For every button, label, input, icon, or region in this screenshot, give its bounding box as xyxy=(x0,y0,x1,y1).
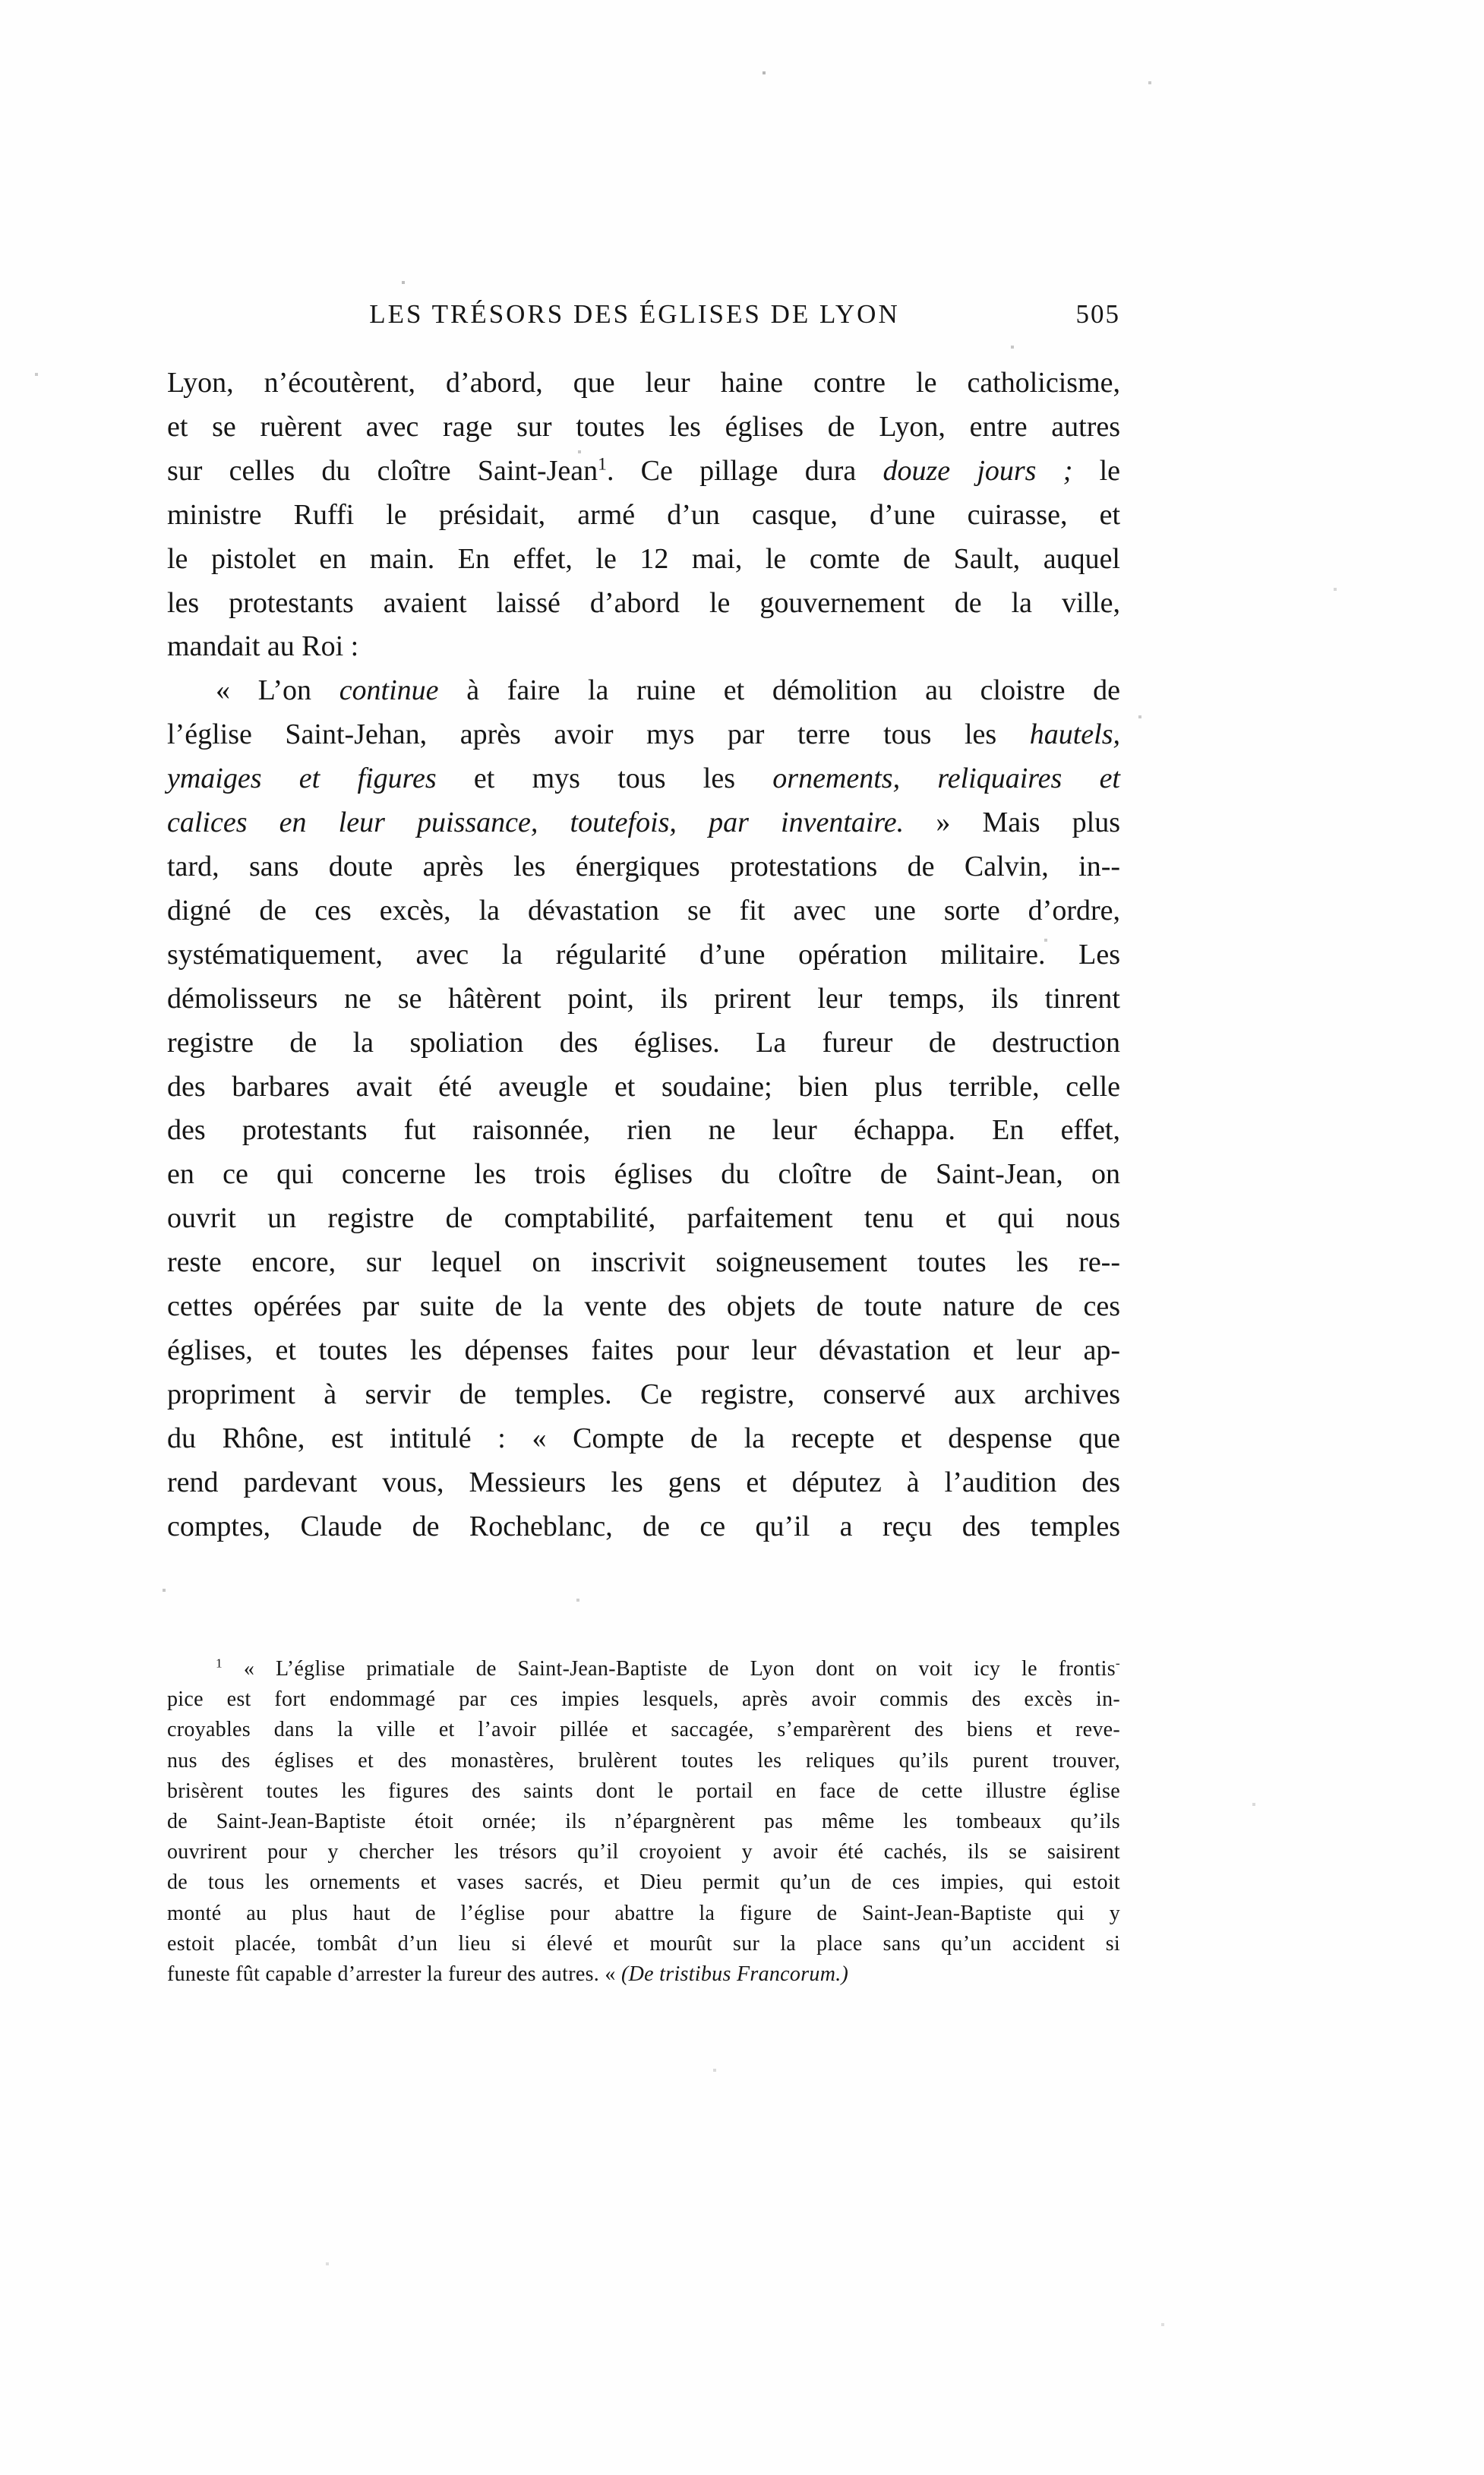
text-line xyxy=(167,801,1120,845)
text-segment: et se ruèrent avec rage sur toutes les églises de Lyon, entre autres xyxy=(167,410,1120,443)
text-segment: digné de ces excès, la dévastation se fit avec une sorte d’ordre, xyxy=(167,894,1120,927)
text-segment: douze jours ; xyxy=(883,454,1073,487)
text-segment: du Rhône, est intitulé : « Compte de la recepte et despense que xyxy=(167,1422,1120,1454)
text-line xyxy=(167,1684,1120,1715)
text-line xyxy=(167,977,1120,1021)
text-segment: le pistolet en main. En effet, le 12 mai, le comte de Sault, auquel xyxy=(167,542,1120,575)
text-segment: ministre Ruffi le présidait, armé d’un casque, d’une cuirasse, et xyxy=(167,498,1120,531)
text-line xyxy=(167,1899,1120,1929)
text-segment: mandait au Roi : xyxy=(167,630,359,663)
footnote-reference: - xyxy=(1115,1656,1120,1671)
text-line xyxy=(167,1461,1120,1505)
text-line xyxy=(167,1776,1120,1807)
text-segment: de Saint-Jean-Baptiste étoit ornée; ils n’épargnèrent pas même les tombeaux qu’ils xyxy=(167,1810,1120,1834)
text-segment: pice est fort endommagé par ces impies lesquels, après avoir commis des excès in- xyxy=(167,1687,1120,1712)
text-line xyxy=(167,1417,1120,1461)
text-line xyxy=(167,538,1120,582)
text-segment: ymaiges et figures xyxy=(167,762,437,795)
text-line xyxy=(167,1065,1120,1110)
text-line xyxy=(167,1329,1120,1373)
text-line xyxy=(167,1197,1120,1241)
text-line xyxy=(167,1715,1120,1745)
text-segment: reste encore, sur lequel on inscrivit soigneusement toutes les re-- xyxy=(167,1246,1120,1279)
text-segment: » Mais plus xyxy=(904,807,1120,839)
text-segment: le xyxy=(1072,454,1121,487)
text-segment: et mys tous les xyxy=(436,762,773,795)
text-line xyxy=(167,1807,1120,1837)
text-line xyxy=(167,406,1120,450)
text-line xyxy=(167,933,1120,977)
text-segment: brisèrent toutes les figures des saints dont le portail en face de cette illustre église xyxy=(167,1779,1120,1803)
text-segment: (De tristibus Francorum.) xyxy=(621,1962,849,1987)
text-segment: l’église Saint-Jehan, après avoir mys par terre tous les xyxy=(167,718,1030,751)
text-segment: hautels, xyxy=(1029,718,1120,751)
text-segment: à faire la ruine et démolition au cloistre de xyxy=(438,674,1121,707)
running-header xyxy=(167,299,1120,334)
page-title: LES TRÉSORS DES ÉGLISES DE LYON xyxy=(369,299,900,329)
text-line xyxy=(167,1867,1120,1898)
text-segment: ornements, reliquaires et xyxy=(772,762,1120,795)
text-line xyxy=(167,889,1120,933)
text-line xyxy=(167,1654,1120,1684)
footnote-reference: 1 xyxy=(216,1656,223,1671)
text-line xyxy=(167,1837,1120,1867)
text-line xyxy=(167,1285,1120,1329)
text-segment: funeste fût capable d’arrester la fureur des autres. « xyxy=(167,1962,621,1987)
text-segment: estoit placée, tombât d’un lieu si élevé et mourût sur la place sans qu’un accident si xyxy=(167,1931,1120,1956)
text-line xyxy=(167,1109,1120,1153)
text-line xyxy=(167,450,1120,494)
text-segment: tard, sans doute après les énergiques protestations de Calvin, in-- xyxy=(167,850,1120,882)
text-line xyxy=(167,757,1120,801)
text-segment: sur celles du cloître Saint-Jean xyxy=(167,454,598,487)
text-line xyxy=(167,625,1120,669)
text-segment: les protestants avaient laissé d’abord le gouvernement de la ville, xyxy=(167,586,1120,619)
text-segment: continue xyxy=(339,674,439,707)
page-number: 505 xyxy=(1075,299,1120,329)
text-segment: de tous les ornements et vases sacrés, et Dieu permit qu’un de ces impies, qui estoit xyxy=(167,1870,1120,1895)
text-segment: Lyon, n’écoutèrent, d’abord, que leur haine contre le catholicisme, xyxy=(167,367,1120,399)
text-segment: propriment à servir de temples. Ce registre, conservé aux archives xyxy=(167,1378,1120,1410)
text-segment: nus des églises et des monastères, brulèrent toutes les reliques qu’ils purent trouver, xyxy=(167,1748,1120,1773)
footnote-block xyxy=(167,1654,1120,1990)
footnote-reference: 1 xyxy=(598,454,607,475)
text-line xyxy=(167,1153,1120,1197)
text-segment: . Ce pillage dura xyxy=(606,454,883,487)
text-line xyxy=(167,669,1120,713)
text-line xyxy=(167,845,1120,889)
text-segment: systématiquement, avec la régularité d’une opération militaire. Les xyxy=(167,938,1120,971)
text-line xyxy=(167,494,1120,538)
text-segment: monté au plus haut de l’église pour abattre la figure de Saint-Jean-Baptiste qui y xyxy=(167,1901,1120,1925)
text-segment: comptes, Claude de Rocheblanc, de ce qu’il a reçu des temples xyxy=(167,1510,1120,1542)
text-segment: démolisseurs ne se hâtèrent point, ils prirent leur temps, ils tinrent xyxy=(167,982,1120,1015)
text-segment: croyables dans la ville et l’avoir pillée et saccagée, s’emparèrent des biens et reve- xyxy=(167,1718,1120,1742)
text-segment: églises, et toutes les dépenses faites pour leur dévastation et leur ap- xyxy=(167,1334,1120,1366)
text-line xyxy=(167,1929,1120,1959)
text-segment: ouvrirent pour y chercher les trésors qu’il croyoient y avoir été cachés, ils se saisirent xyxy=(167,1840,1120,1864)
scan-specks xyxy=(0,0,2,2)
text-line xyxy=(167,1373,1120,1417)
text-line xyxy=(167,1241,1120,1285)
text-segment: ouvrit un registre de comptabilité, parfaitement tenu et qui nous xyxy=(167,1202,1120,1235)
text-segment: rend pardevant vous, Messieurs les gens et députez à l’audition des xyxy=(167,1466,1120,1498)
text-segment: calices en leur puissance, toutefois, par inventaire. xyxy=(167,807,905,839)
text-segment: en ce qui concerne les trois églises du cloître de Saint-Jean, on xyxy=(167,1158,1120,1191)
main-text-block xyxy=(167,361,1120,1548)
text-segment: « L’église primatiale de Saint-Jean-Baptiste de Lyon dont on voit icy le frontis xyxy=(222,1657,1116,1681)
text-line xyxy=(167,1746,1120,1776)
text-segment: des protestants fut raisonnée, rien ne leur échappa. En effet, xyxy=(167,1114,1120,1147)
text-line xyxy=(167,1021,1120,1065)
text-line xyxy=(167,1505,1120,1549)
text-segment: « L’on xyxy=(216,674,339,707)
text-line xyxy=(167,1959,1120,1990)
text-line xyxy=(167,713,1120,757)
text-line xyxy=(167,361,1120,406)
text-segment: des barbares avait été aveugle et soudaine; bien plus terrible, celle xyxy=(167,1070,1120,1103)
text-segment: cettes opérées par suite de la vente des objets de toute nature de ces xyxy=(167,1290,1120,1323)
text-segment: registre de la spoliation des églises. La fureur de destruction xyxy=(167,1026,1120,1059)
text-line xyxy=(167,582,1120,626)
